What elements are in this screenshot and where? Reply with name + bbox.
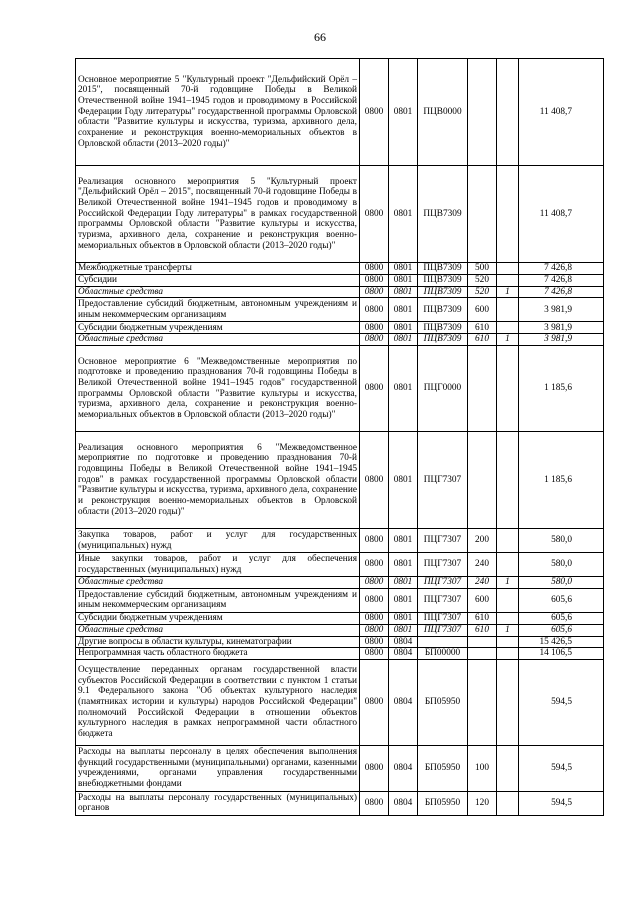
row-expense-type: 120	[468, 791, 497, 815]
row-expense-type: 610	[468, 322, 497, 334]
row-subsection-code: 0801	[389, 334, 418, 346]
row-expense-type: 520	[468, 286, 497, 298]
table-row	[76, 322, 604, 334]
row-amount: 3 981,9	[519, 322, 604, 334]
row-target-article: ПЦВ7309	[418, 298, 468, 322]
row-expense-type	[468, 59, 497, 166]
row-amount: 580,0	[519, 577, 604, 589]
row-subsection-code: 0801	[389, 553, 418, 577]
row-funding-source	[497, 648, 519, 660]
row-target-article: ПЦГ7307	[418, 624, 468, 636]
row-subsection-code: 0804	[389, 791, 418, 815]
row-subsection-code: 0801	[389, 298, 418, 322]
row-section-code: 0800	[360, 346, 389, 432]
table-row	[76, 275, 604, 287]
row-target-article: ПЦГ7307	[418, 588, 468, 612]
table-row	[76, 346, 604, 432]
row-subsection-code: 0801	[389, 346, 418, 432]
table-row	[76, 624, 604, 636]
row-expense-type	[468, 432, 497, 529]
budget-table	[75, 58, 604, 816]
row-funding-source	[497, 791, 519, 815]
row-name: Предоставление субсидий бюджетным, автономным учреждениям и иным некоммерческим организациям	[76, 588, 360, 612]
row-amount: 594,5	[519, 659, 604, 745]
row-target-article: ПЦВ7309	[418, 263, 468, 275]
row-subsection-code: 0804	[389, 659, 418, 745]
table-row	[76, 298, 604, 322]
table-row	[76, 529, 604, 553]
row-section-code: 0800	[360, 612, 389, 624]
row-funding-source: 1	[497, 577, 519, 589]
row-funding-source	[497, 263, 519, 275]
row-section-code: 0800	[360, 659, 389, 745]
row-name: Субсидии	[76, 275, 360, 287]
table-row	[76, 263, 604, 275]
table-row	[76, 334, 604, 346]
row-subsection-code: 0801	[389, 577, 418, 589]
row-funding-source	[497, 745, 519, 791]
row-amount: 7 426,8	[519, 275, 604, 287]
row-expense-type	[468, 346, 497, 432]
row-section-code: 0800	[360, 553, 389, 577]
row-section-code: 0800	[360, 275, 389, 287]
row-section-code: 0800	[360, 648, 389, 660]
row-name: Областные средства	[76, 577, 360, 589]
row-name: Расходы на выплаты персоналу государственных (муниципальных) органов	[76, 791, 360, 815]
row-expense-type: 200	[468, 529, 497, 553]
row-section-code: 0800	[360, 529, 389, 553]
row-funding-source	[497, 636, 519, 648]
table-row	[76, 648, 604, 660]
row-target-article: ПЦВ7309	[418, 334, 468, 346]
table-row	[76, 166, 604, 263]
row-name: Другие вопросы в области культуры, кинематографии	[76, 636, 360, 648]
row-amount: 7 426,8	[519, 286, 604, 298]
row-name: Субсидии бюджетным учреждениям	[76, 322, 360, 334]
row-funding-source	[497, 588, 519, 612]
row-name: Областные средства	[76, 286, 360, 298]
row-funding-source	[497, 553, 519, 577]
row-subsection-code: 0804	[389, 636, 418, 648]
row-amount: 11 408,7	[519, 59, 604, 166]
row-expense-type: 240	[468, 577, 497, 589]
row-target-article: БП05950	[418, 745, 468, 791]
row-funding-source	[497, 322, 519, 334]
row-subsection-code: 0801	[389, 624, 418, 636]
row-section-code: 0800	[360, 432, 389, 529]
row-funding-source	[497, 612, 519, 624]
row-expense-type	[468, 648, 497, 660]
row-amount: 3 981,9	[519, 298, 604, 322]
row-amount: 1 185,6	[519, 432, 604, 529]
row-amount: 580,0	[519, 553, 604, 577]
row-name: Закупка товаров, работ и услуг для государственных (муниципальных) нужд	[76, 529, 360, 553]
row-funding-source	[497, 59, 519, 166]
row-expense-type: 610	[468, 612, 497, 624]
row-section-code: 0800	[360, 636, 389, 648]
table-row	[76, 745, 604, 791]
row-expense-type: 610	[468, 334, 497, 346]
table-row	[76, 553, 604, 577]
row-subsection-code: 0801	[389, 166, 418, 263]
row-target-article: ПЦВ7309	[418, 286, 468, 298]
row-name: Областные средства	[76, 624, 360, 636]
row-target-article: БП05950	[418, 659, 468, 745]
table-row	[76, 612, 604, 624]
row-target-article: ПЦВ7309	[418, 275, 468, 287]
row-funding-source	[497, 166, 519, 263]
row-target-article: ПЦГ7307	[418, 432, 468, 529]
row-funding-source	[497, 346, 519, 432]
row-section-code: 0800	[360, 322, 389, 334]
row-target-article: ПЦГ7307	[418, 612, 468, 624]
row-expense-type	[468, 659, 497, 745]
row-section-code: 0800	[360, 745, 389, 791]
table-row	[76, 636, 604, 648]
table-row	[76, 286, 604, 298]
row-name: Непрограммная часть областного бюджета	[76, 648, 360, 660]
row-target-article: БП00000	[418, 648, 468, 660]
row-funding-source: 1	[497, 624, 519, 636]
table-row	[76, 432, 604, 529]
table-row	[76, 659, 604, 745]
row-subsection-code: 0801	[389, 59, 418, 166]
row-target-article: БП05950	[418, 791, 468, 815]
row-subsection-code: 0801	[389, 275, 418, 287]
row-subsection-code: 0801	[389, 612, 418, 624]
row-section-code: 0800	[360, 577, 389, 589]
row-expense-type: 100	[468, 745, 497, 791]
row-subsection-code: 0801	[389, 263, 418, 275]
row-section-code: 0800	[360, 298, 389, 322]
row-funding-source	[497, 275, 519, 287]
row-name: Иные закупки товаров, работ и услуг для обеспечения государственных (муниципальных) нужд	[76, 553, 360, 577]
row-expense-type: 600	[468, 298, 497, 322]
row-amount: 14 106,5	[519, 648, 604, 660]
row-amount: 594,5	[519, 745, 604, 791]
row-name: Предоставление субсидий бюджетным, автономным учреждениям и иным некоммерческим организациям	[76, 298, 360, 322]
row-section-code: 0800	[360, 263, 389, 275]
row-amount: 11 408,7	[519, 166, 604, 263]
row-target-article: ПЦВ0000	[418, 59, 468, 166]
row-expense-type: 520	[468, 275, 497, 287]
row-expense-type: 600	[468, 588, 497, 612]
row-name: Областные средства	[76, 334, 360, 346]
row-funding-source	[497, 298, 519, 322]
row-amount: 605,6	[519, 588, 604, 612]
table-row	[76, 791, 604, 815]
row-target-article: ПЦГ0000	[418, 346, 468, 432]
row-name: Реализация основного мероприятия 5 "Культурный проект "Дельфийский Орёл – 2015", посвященный 70-й годовщине Победы в Великой Отечественной войне 1941–1945 годов и проводимому в Российской Федерации Году литературы" в рамках государственной программы Орловской области "Развитие культуры и искусства, туризма, архивного дела, сохранение и реконструкция военно-мемориальных объектов в Орловской области (2013–2020 годы)"	[76, 166, 360, 263]
row-amount: 605,6	[519, 624, 604, 636]
row-section-code: 0800	[360, 166, 389, 263]
table-row	[76, 59, 604, 166]
row-expense-type	[468, 166, 497, 263]
row-name: Осуществление переданных органам государственной власти субъектов Российской Федерации в соответствии с пунктом 1 статьи 9.1 Федерального закона "Об объектах культурного наследия (памятниках истории и культуры) народов Российской Федерации" полномочий Российской Федерации в отношении объектов культурного наследия в рамках непрограммной части областного бюджета	[76, 659, 360, 745]
row-expense-type	[468, 636, 497, 648]
row-name: Межбюджетные трансферты	[76, 263, 360, 275]
row-subsection-code: 0801	[389, 529, 418, 553]
row-target-article: ПЦГ7307	[418, 577, 468, 589]
row-name: Расходы на выплаты персоналу в целях обеспечения выполнения функций государственными (муниципальными) органами, казенными учреждениями, органами управления государственными внебюджетными фондами	[76, 745, 360, 791]
row-target-article: ПЦГ7307	[418, 529, 468, 553]
row-amount: 605,6	[519, 612, 604, 624]
row-section-code: 0800	[360, 334, 389, 346]
row-amount: 1 185,6	[519, 346, 604, 432]
row-section-code: 0800	[360, 588, 389, 612]
row-funding-source: 1	[497, 334, 519, 346]
row-target-article: ПЦВ7309	[418, 166, 468, 263]
row-expense-type: 240	[468, 553, 497, 577]
row-section-code: 0800	[360, 286, 389, 298]
table-row	[76, 577, 604, 589]
row-target-article: ПЦГ7307	[418, 553, 468, 577]
row-funding-source	[497, 432, 519, 529]
row-subsection-code: 0801	[389, 322, 418, 334]
row-section-code: 0800	[360, 791, 389, 815]
row-amount: 3 981,9	[519, 334, 604, 346]
row-subsection-code: 0801	[389, 286, 418, 298]
row-name: Основное мероприятие 5 "Культурный проект "Дельфийский Орёл – 2015", посвященный 70-й годовщине Победы в Великой Отечественной войне 1941–1945 годов и проводимому в Российской Федерации Году литературы" государственной программы Орловской области "Развитие культуры и искусства, туризма, архивного дела, сохранение и реконструкция военно-мемориальных объектов в Орловской области (2013–2020 годы)"	[76, 59, 360, 166]
row-section-code: 0800	[360, 624, 389, 636]
row-amount: 7 426,8	[519, 263, 604, 275]
row-name: Субсидии бюджетным учреждениям	[76, 612, 360, 624]
row-funding-source: 1	[497, 286, 519, 298]
row-target-article	[418, 636, 468, 648]
row-name: Реализация основного мероприятия 6 "Межведомственное мероприятие по подготовке и проведению празднования 70-й годовщины Победы в Великой Отечественной войне 1941–1945 годов" в рамках государственной программы Орловской области "Развитие культуры и искусства, туризма, архивного дела, сохранение и реконструкция военно-мемориальных объектов в Орловской области (2013–2020 годы)"	[76, 432, 360, 529]
page-number: 66	[314, 30, 326, 44]
row-subsection-code: 0804	[389, 648, 418, 660]
row-amount: 15 426,5	[519, 636, 604, 648]
row-expense-type: 610	[468, 624, 497, 636]
table-row	[76, 588, 604, 612]
row-name: Основное мероприятие 6 "Межведомственные мероприятия по подготовке и проведению празднования 70-й годовщины Победы в Великой Отечественной войне 1941–1945 годов" государственной программы Орловской области "Развитие культуры и искусства, туризма, архивного дела, сохранение и реконструкция военно-мемориальных объектов в Орловской области (2013–2020 годы)"	[76, 346, 360, 432]
row-section-code: 0800	[360, 59, 389, 166]
row-subsection-code: 0804	[389, 745, 418, 791]
row-amount: 594,5	[519, 791, 604, 815]
row-funding-source	[497, 659, 519, 745]
row-subsection-code: 0801	[389, 588, 418, 612]
row-subsection-code: 0801	[389, 432, 418, 529]
row-amount: 580,0	[519, 529, 604, 553]
row-expense-type: 500	[468, 263, 497, 275]
row-target-article: ПЦВ7309	[418, 322, 468, 334]
row-funding-source	[497, 529, 519, 553]
